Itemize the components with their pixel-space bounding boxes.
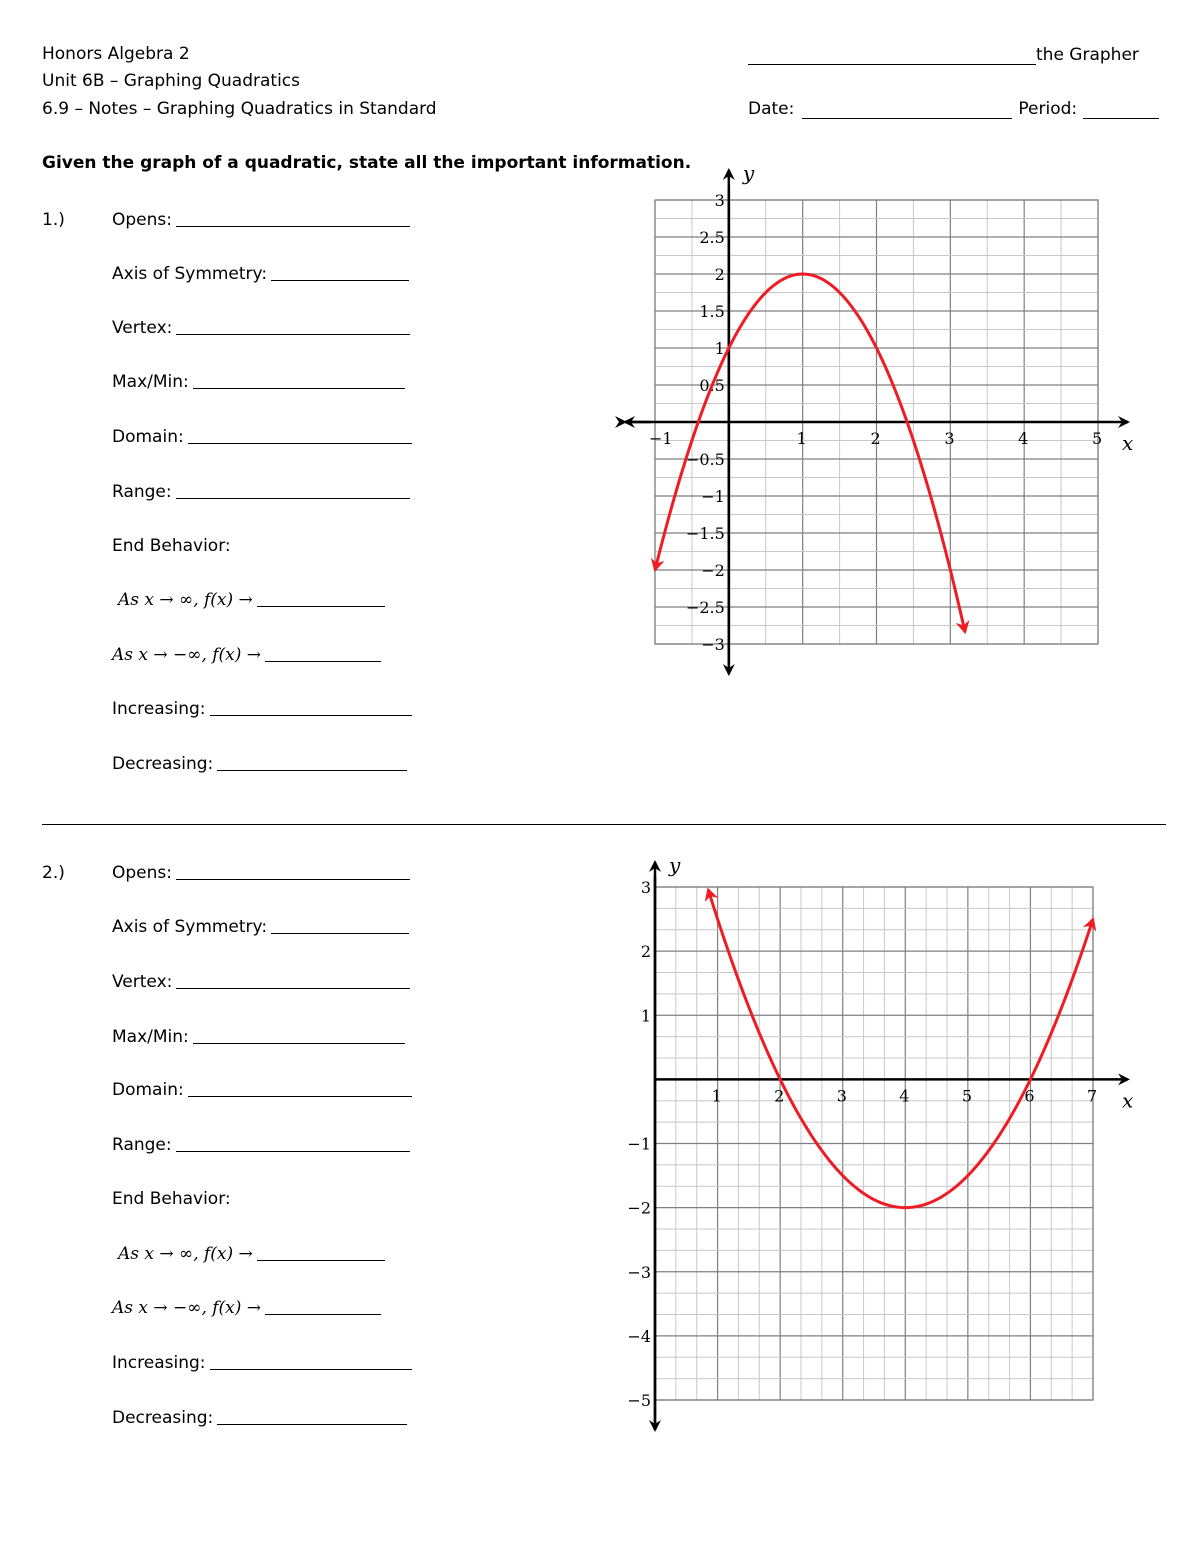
y-tick-label: 2 [640, 942, 651, 962]
date-blank[interactable] [802, 100, 1012, 119]
y-tick-label: 1 [640, 1006, 651, 1026]
end-pos-label: As x → ∞, f(x) → [118, 590, 253, 610]
x-tick-label: 3 [836, 1086, 847, 1106]
p1-axis-row [112, 264, 409, 284]
y-tick-label: −3 [701, 635, 725, 654]
opens-blank[interactable] [176, 878, 410, 880]
p1-end-pos-row [118, 590, 385, 610]
x-tick-label: 2 [870, 429, 881, 448]
name-field[interactable] [748, 44, 1139, 65]
x-axis-label: x [1122, 1088, 1134, 1113]
y-tick-label: −1 [627, 1134, 651, 1154]
decreasing-blank[interactable] [217, 1423, 407, 1425]
y-axis-label: y [742, 161, 755, 185]
y-tick-label: −3 [627, 1262, 651, 1282]
maxmin-blank[interactable] [193, 387, 405, 389]
domain-label: Domain: [112, 1080, 184, 1100]
p1-end-behavior-row [112, 536, 231, 556]
graph-2 [610, 855, 1150, 1445]
p2-decreasing-row [112, 1408, 407, 1428]
axis-label: Axis of Symmetry: [112, 917, 268, 937]
y-tick-label: 0.5 [699, 376, 725, 395]
vertex-label: Vertex: [112, 318, 173, 338]
end-pos-label: As x → ∞, f(x) → [118, 1244, 253, 1264]
x-tick-label: 5 [1092, 429, 1103, 448]
section-divider [42, 824, 1166, 825]
p2-increasing-row [112, 1353, 412, 1373]
graph-1 [610, 160, 1150, 680]
x-tick-label: 1 [796, 429, 807, 448]
end-neg-label: As x → −∞, f(x) → [112, 645, 262, 665]
y-tick-label: −1 [701, 487, 725, 506]
p2-end-pos-row [118, 1244, 385, 1264]
range-blank[interactable] [176, 1150, 410, 1152]
problem-1-number: 1.) [42, 210, 65, 230]
decreasing-blank[interactable] [217, 769, 407, 771]
x-axis-label: x [1122, 431, 1134, 455]
p2-domain-row [112, 1080, 412, 1100]
p1-vertex-row [112, 318, 410, 338]
vertex-blank[interactable] [176, 333, 410, 335]
y-tick-label: 3 [714, 191, 725, 210]
range-label: Range: [112, 482, 172, 502]
p2-vertex-row [112, 972, 410, 992]
p2-opens-row [112, 863, 410, 883]
axis-blank[interactable] [271, 279, 409, 281]
y-tick-label: −2 [701, 561, 725, 580]
opens-label: Opens: [112, 863, 172, 883]
x-tick-label: 4 [899, 1086, 910, 1106]
axis-blank[interactable] [271, 932, 409, 934]
p1-end-neg-row [112, 645, 381, 665]
x-tick-label: 5 [961, 1086, 973, 1106]
x-tick-label: −1 [649, 429, 673, 448]
opens-blank[interactable] [176, 225, 410, 227]
decreasing-label: Decreasing: [112, 1408, 214, 1428]
increasing-label: Increasing: [112, 1353, 206, 1373]
p1-maxmin-row [112, 372, 405, 392]
y-tick-label: 1.5 [699, 302, 725, 321]
x-tick-label: 7 [1087, 1086, 1098, 1106]
x-tick-label: 4 [1018, 429, 1029, 448]
maxmin-label: Max/Min: [112, 372, 189, 392]
end-neg-label: As x → −∞, f(x) → [112, 1298, 262, 1318]
x-tick-label: 1 [711, 1086, 722, 1106]
x-tick-label: 6 [1024, 1086, 1035, 1106]
p1-decreasing-row [112, 754, 407, 774]
end-neg-blank[interactable] [265, 660, 381, 662]
y-tick-label: −4 [627, 1326, 651, 1346]
p2-range-row [112, 1135, 410, 1155]
x-tick-label: 3 [944, 429, 955, 448]
maxmin-blank[interactable] [193, 1042, 405, 1044]
unit-title: Unit 6B – Graphing Quadratics [42, 71, 300, 91]
end-behavior-label: End Behavior: [112, 1189, 231, 1209]
end-neg-blank[interactable] [265, 1313, 381, 1315]
lesson-title: 6.9 – Notes – Graphing Quadratics in Standard [42, 99, 437, 119]
increasing-blank[interactable] [210, 1368, 412, 1370]
maxmin-label: Max/Min: [112, 1027, 189, 1047]
y-tick-label: −0.5 [685, 450, 725, 469]
end-pos-blank[interactable] [257, 1259, 385, 1261]
range-blank[interactable] [176, 497, 410, 499]
parabola-curve [708, 889, 1093, 1207]
course-title: Honors Algebra 2 [42, 44, 190, 64]
domain-label: Domain: [112, 427, 184, 447]
y-tick-label: −1.5 [685, 524, 725, 543]
range-label: Range: [112, 1135, 172, 1155]
name-suffix: the Grapher [1036, 45, 1139, 65]
problem-2-number: 2.) [42, 863, 65, 883]
domain-blank[interactable] [188, 442, 412, 444]
end-behavior-label: End Behavior: [112, 536, 231, 556]
period-blank[interactable] [1083, 100, 1159, 119]
p1-opens-row [112, 210, 410, 230]
instructions: Given the graph of a quadratic, state all the important information. [42, 153, 692, 173]
y-tick-label: 2.5 [699, 228, 725, 247]
y-tick-label: 3 [640, 878, 651, 897]
y-axis-label: y [669, 855, 681, 877]
date-period-row [748, 99, 1159, 119]
p1-domain-row [112, 427, 412, 447]
opens-label: Opens: [112, 210, 172, 230]
p2-axis-row [112, 917, 409, 937]
y-tick-label: −2.5 [685, 598, 725, 617]
p2-end-neg-row [112, 1298, 381, 1318]
y-tick-label: 2 [714, 265, 725, 284]
p2-maxmin-row [112, 1027, 405, 1047]
increasing-label: Increasing: [112, 699, 206, 719]
date-label: Date: [748, 99, 795, 119]
vertex-blank[interactable] [176, 987, 410, 989]
x-tick-label: 2 [774, 1086, 785, 1106]
end-pos-blank[interactable] [257, 605, 385, 607]
y-tick-label: −5 [627, 1391, 651, 1410]
p1-range-row [112, 482, 410, 502]
decreasing-label: Decreasing: [112, 754, 214, 774]
y-tick-label: 1 [714, 339, 725, 358]
p2-end-behavior-row [112, 1189, 231, 1209]
name-blank[interactable] [748, 44, 1036, 65]
p1-increasing-row [112, 699, 412, 719]
vertex-label: Vertex: [112, 972, 173, 992]
increasing-blank[interactable] [210, 714, 412, 716]
period-label: Period: [1018, 99, 1078, 119]
domain-blank[interactable] [188, 1095, 412, 1097]
y-tick-label: −2 [627, 1198, 651, 1218]
axis-label: Axis of Symmetry: [112, 264, 268, 284]
